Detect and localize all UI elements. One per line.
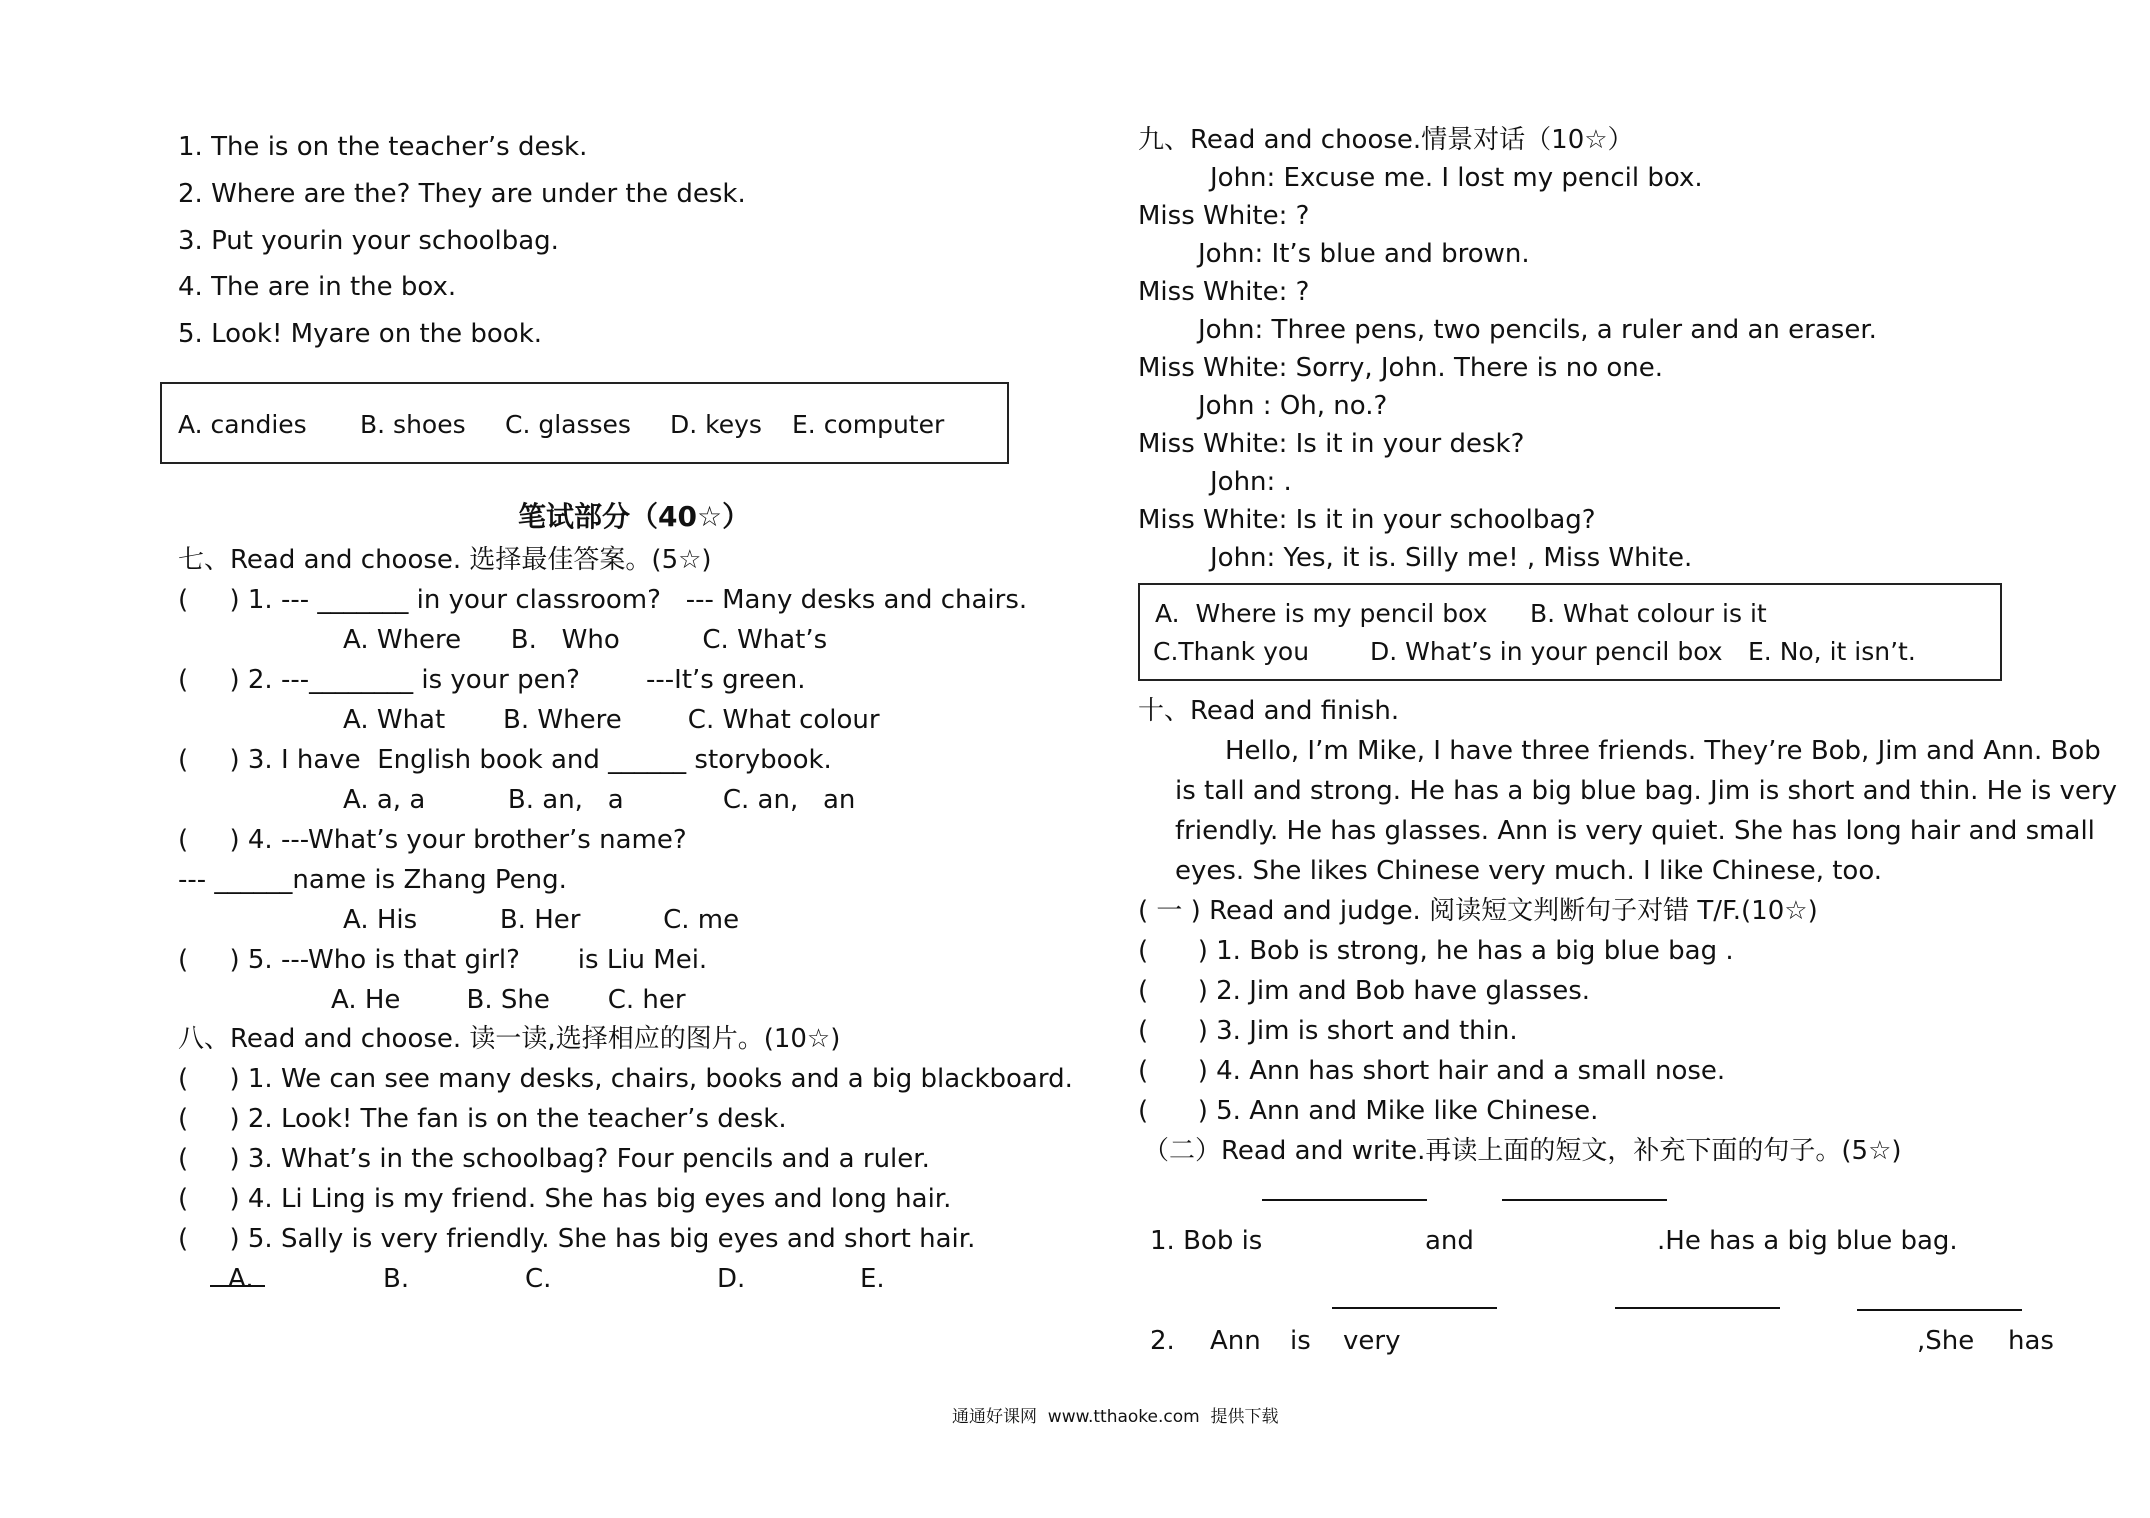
judge-q1: ( ) 1. Bob is strong, he has a big blue bag . (1138, 936, 1734, 966)
sec7-q4-answer: --- ______name is Zhang Peng. (178, 865, 567, 895)
sec7-q1: ( ) 1. --- _______ in your classroom? --- Many desks and chairs. (178, 585, 1028, 615)
sec8-pic-e: E. (860, 1264, 885, 1294)
dialog-line-2: Miss White: ? (1138, 201, 1310, 231)
write-line-2-is: is (1290, 1326, 1311, 1356)
sec8-q3: ( ) 3. What’s in the schoolbag? Four pencils and a ruler. (178, 1144, 930, 1174)
judge-heading: ( 一 ) Read and judge. 阅读短文判断句子对错 T/F.(10☆) (1138, 896, 1818, 926)
dialog-line-10: Miss White: Is it in your schoolbag? (1138, 505, 1596, 535)
dialog-line-5: John: Three pens, two pencils, a ruler and an eraser. (1198, 315, 1877, 345)
write-blank-2b (1615, 1307, 1780, 1309)
write-heading: （二）Read and write.再读上面的短文，补充下面的句子。(5☆) (1143, 1136, 1902, 1166)
dialog-option-e: E. No, it isn’t. (1748, 637, 1916, 666)
sec8-q5: ( ) 5. Sally is very friendly. She has big eyes and short hair. (178, 1224, 976, 1254)
word-option-b: B. shoes (360, 410, 466, 439)
fill-item-4: 4. The are in the box. (178, 272, 457, 302)
passage-line-1: Hello, I’m Mike, I have three friends. They’re Bob, Jim and Ann. Bob (1225, 736, 2101, 766)
write-line-1-end: .He has a big blue bag. (1657, 1226, 1958, 1256)
dialog-option-a: A. Where is my pencil box (1155, 599, 1488, 628)
sec7-q5: ( ) 5. ---Who is that girl? is Liu Mei. (178, 945, 708, 975)
fill-item-5: 5. Look! Myare on the book. (178, 319, 543, 349)
sec7-q2-options: A. What B. Where C. What colour (343, 705, 880, 735)
fill-item-3: 3. Put yourin your schoolbag. (178, 226, 559, 256)
dialog-line-1: John: Excuse me. I lost my pencil box. (1210, 163, 1703, 193)
dialog-line-6: Miss White: Sorry, John. There is no one. (1138, 353, 1664, 383)
write-blank-1a (1262, 1199, 1427, 1201)
judge-q5: ( ) 5. Ann and Mike like Chinese. (1138, 1096, 1599, 1126)
page-footer: 通通好课网 www.tthaoke.com 提供下载 (952, 1407, 1279, 1427)
sec7-q5-options: A. He B. She C. her (331, 985, 686, 1015)
write-blank-1b (1502, 1199, 1667, 1201)
sec7-q4-options: A. His B. Her C. me (343, 905, 740, 935)
write-line-2-she: ,She (1917, 1326, 1975, 1356)
judge-q2: ( ) 2. Jim and Bob have glasses. (1138, 976, 1591, 1006)
sec8-q4: ( ) 4. Li Ling is my friend. She has big eyes and long hair. (178, 1184, 952, 1214)
sec8-q2: ( ) 2. Look! The fan is on the teacher’s desk. (178, 1104, 787, 1134)
word-option-e: E. computer (792, 410, 945, 439)
write-line-2-ann: Ann (1210, 1326, 1261, 1356)
sec7-q4: ( ) 4. ---What’s your brother’s name? (178, 825, 687, 855)
dialog-line-3: John: It’s blue and brown. (1198, 239, 1530, 269)
sec8-pic-d: D. (717, 1264, 746, 1294)
judge-q4: ( ) 4. Ann has short hair and a small nose. (1138, 1056, 1726, 1086)
passage-line-4: eyes. She likes Chinese very much. I like Chinese, too. (1175, 856, 1883, 886)
passage-line-3: friendly. He has glasses. Ann is very quiet. She has long hair and small (1175, 816, 2095, 846)
dialog-line-7: John : Oh, no.? (1198, 391, 1388, 421)
write-line-2-num: 2. (1150, 1326, 1175, 1356)
sec7-q3-options: A. a, a B. an, a C. an, an (343, 785, 856, 815)
write-line-2-very: very (1343, 1326, 1401, 1356)
judge-q3: ( ) 3. Jim is short and thin. (1138, 1016, 1518, 1046)
dialog-line-11: John: Yes, it is. Silly me! , Miss White. (1210, 543, 1693, 573)
sec7-heading: 七、Read and choose. 选择最佳答案。(5☆) (178, 545, 712, 575)
sec8-q1: ( ) 1. We can see many desks, chairs, books and a big blackboard. (178, 1064, 1073, 1094)
fill-item-1: 1. The is on the teacher’s desk. (178, 132, 588, 162)
dialog-line-4: Miss White: ? (1138, 277, 1310, 307)
write-line-1-and: and (1425, 1226, 1474, 1256)
sec8-pic-a: A. (228, 1264, 254, 1294)
word-option-d: D. keys (670, 410, 762, 439)
dialog-line-9: John: . (1210, 467, 1292, 497)
sec8-heading: 八、Read and choose. 读一读,选择相应的图片。(10☆) (178, 1024, 841, 1054)
dialog-option-c: C.Thank you (1153, 637, 1310, 666)
sec8-pic-b: B. (383, 1264, 410, 1294)
dialog-line-8: Miss White: Is it in your desk? (1138, 429, 1525, 459)
write-line-1-start: 1. Bob is (1150, 1226, 1263, 1256)
word-option-a: A. candies (178, 410, 307, 439)
sec8-pic-c: C. (525, 1264, 552, 1294)
write-line-2-has: has (2008, 1326, 2054, 1356)
sec7-q1-options: A. Where B. Who C. What’s (343, 625, 828, 655)
write-blank-2c (1857, 1309, 2022, 1311)
written-section-title: 笔试部分（40☆） (518, 500, 751, 533)
dialog-option-d: D. What’s in your pencil box (1370, 637, 1723, 666)
dialog-option-b: B. What colour is it (1530, 599, 1767, 628)
sec10-heading: 十、Read and finish. (1138, 696, 1400, 726)
sec8-pic-a-underline (210, 1285, 265, 1287)
passage-line-2: is tall and strong. He has a big blue bag. Jim is short and thin. He is very (1175, 776, 2117, 806)
word-option-c: C. glasses (505, 410, 631, 439)
sec7-q3: ( ) 3. I have English book and ______ storybook. (178, 745, 832, 775)
write-blank-2a (1332, 1307, 1497, 1309)
sec9-heading: 九、Read and choose.情景对话（10☆） (1138, 125, 1634, 155)
sec7-q2: ( ) 2. ---________ is your pen? ---It’s green. (178, 665, 806, 695)
fill-item-2: 2. Where are the? They are under the desk. (178, 179, 746, 209)
